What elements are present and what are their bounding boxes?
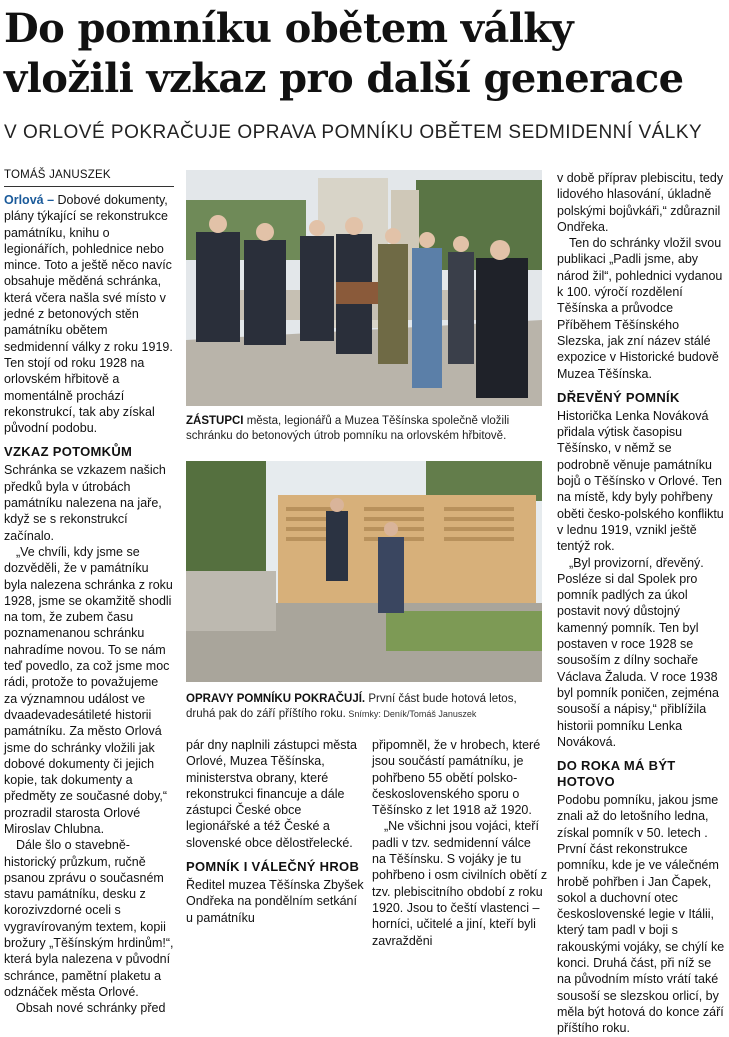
article-column-4 <box>557 170 725 1036</box>
paragraph: Ředitel muzea Těšínska Zbyšek Ondřeka na pondělním setkání u památníku <box>186 878 364 925</box>
headline-line-2: vložili vzkaz pro další generace <box>4 55 684 102</box>
paragraph: „Ve chvíli, kdy jsme se dozvěděli, že v památníku byla nalezena schránka z roku 1928, jsme se okamžitě shodli na tom, že zubem času poznamenanou schránku nahradíme novou. To se nám teď povedlo, za což jsme moc rádi, protože to považujeme za významnou událost ve dvaadevadesátileté historii památníku. Za město Orlová jsme do schránky vložili jak dobové dokumenty či jejich kopie, tak dokumenty a předměty ze současné doby,“ prozradil starosta Orlové Miroslav Chlubna. <box>4 544 173 836</box>
article-column-2 <box>186 737 364 945</box>
paragraph: Schránka se vzkazem našich předků byla v útrobách památníku nalezena na jaře, když se s rekonstrukcí začínalo. <box>4 463 166 543</box>
paragraph: Podobu pomníku, jakou jsme znali až do letošního ledna, získal pomník v 50. letech . První část rekonstrukce pomníku, kde je ve válečném hrobě pohřben i Jan Čapek, sokol a duchovní otec československé legie v Itálii, který tam padl v boji s rakouskými vojáky, se chýlí ke konci. Druhá část, při níž se na původním místo vrátí také sousoší se slezskou orlicí, by měla být hotová do konce září příštího roku. <box>557 793 725 1036</box>
photo-credit: Snímky: Deník/Tomáš Januszek <box>345 709 477 719</box>
intro-text: Dobové dokumenty, plány týkající se rekonstrukce památníku, knihu o legionářích, pohlednice nebo mince. Toto a ještě něco navíc obsahuje měděná schránka, která včera našla své místo v jedné z betonových stěn památníku obětem sedmidenní války z roku 1919. Ten stojí od roku 1928 na orlovském hřbitově a momentálně prochází rekonstrukcí, tak aby získal původní podobu. <box>4 193 173 436</box>
paragraph: Ten do schránky vložil svou publikaci „Padli jsme, aby národ žil“, pohlednici vydanou k 100. výročí rozdělení Těšínska a průvodce Příběhem Těšínského Slezska, jak zní název stálé expozice v Historické budově Muzea Těšínska. <box>557 236 723 381</box>
section-title-pomnik-i-valecny-hrob: POMNÍK I VÁLEČNÝ HROB <box>186 859 360 875</box>
section-title-do-roka-ma-byt-hotovo: DO ROKA MÁ BÝT HOTOVO <box>557 758 676 790</box>
photo-reconstruction-caption <box>186 692 546 722</box>
section-title-vzkaz-potomkum: VZKAZ POTOMKŮM <box>4 444 133 460</box>
section-title-dreveny-pomnik: DŘEVĚNÝ POMNÍK <box>557 389 680 405</box>
byline: TOMÁŠ JANUSZEK <box>4 168 174 187</box>
headline-line-1: Do pomníku obětem války <box>4 5 574 52</box>
headline <box>4 4 726 104</box>
caption-text: města, legionářů a Muzea Těšínska společně vložili schránku do betonových útrob pomníku na orlovském hřbitově. <box>186 415 510 442</box>
dateline: Orlová – <box>4 193 55 207</box>
paragraph: „Ne všichni jsou vojáci, kteří padli v tzv. sedmidenní válce na Těšínsku. S vojáky je tu pohřbeno i osm civilních obětí z tzv. plebiscitního období z roku 1920. Jsou to čeští vlastenci – horníci, učitelé a jiní, kteří byli zavražděni <box>372 819 548 948</box>
article-column-3 <box>372 737 548 948</box>
caption-text: První část bude hotová letos, druhá pak do září příštího roku. <box>186 693 517 720</box>
paragraph: Historička Lenka Nováková přidala výtisk časopisu Těšínsko, v němž se podrobně věnuje památníku bojů o Těšínsko v Orlové. Ten na místě, kdy byly pohřbeny oběti česko-polského konfliktu v lednu 1919, vznikl ještě tentýž rok. <box>557 408 724 554</box>
article-column-1 <box>4 192 174 1016</box>
paragraph: „Byl provizorní, dřevěný. Posléze si dal Spolek pro pomník padlých za úkol postavit nový důstojný kamenný pomník. Ten byl postaven v roce 1928 se sousoším z dílny sochaře Václava Žaluda. V roce 1938 byl pomník poničen, zejména sousoší a nápisy,“ přiblížila historii pomníku Lenka Nováková. <box>557 555 719 749</box>
paragraph: Obsah nové schránky před <box>16 1001 166 1016</box>
caption-lead: ZÁSTUPCI <box>186 415 244 427</box>
caption-lead: OPRAVY POMNÍKU POKRAČUJÍ. <box>186 693 366 705</box>
photo-ceremony <box>186 170 542 406</box>
paragraph: pár dny naplnili zástupci města Orlové, Muzea Těšínska, ministerstva obrany, které rekonstrukci financuje a dále zástupci České obce legionářské a též České a slovenské obce dělostřelecké. <box>186 738 357 850</box>
photo-reconstruction <box>186 461 542 682</box>
photo-ceremony-caption <box>186 414 546 444</box>
paragraph: Dále šlo o stavebně-historický průzkum, ručně psanou zprávu o současném stavu památníku, desku z korozivzdorné oceli s vygravírovaným textem, kopii brožury „Těšínským hrdinům!“, která byla nalezena v původní schránce, pamětní plaketu a odznáček města Orlové. <box>4 838 174 999</box>
subheadline: V ORLOVÉ POKRAČUJE OPRAVA POMNÍKU OBĚTEM SEDMIDENNÍ VÁLKY <box>4 122 703 143</box>
photo-ceremony-illustration <box>186 170 542 406</box>
article-intro <box>4 192 174 436</box>
photo-reconstruction-illustration <box>186 461 542 682</box>
paragraph: připomněl, že v hrobech, které jsou součástí památníku, je pohřbeno 55 obětí polsko-československého sporu o Těšínsko z let 1918 až 1920. <box>372 738 541 818</box>
paragraph: v době příprav plebiscitu, tedy lidového hlasování, úkladně polskými bojůvkáři,“ zdůraznil Ondřeka. <box>557 171 724 234</box>
